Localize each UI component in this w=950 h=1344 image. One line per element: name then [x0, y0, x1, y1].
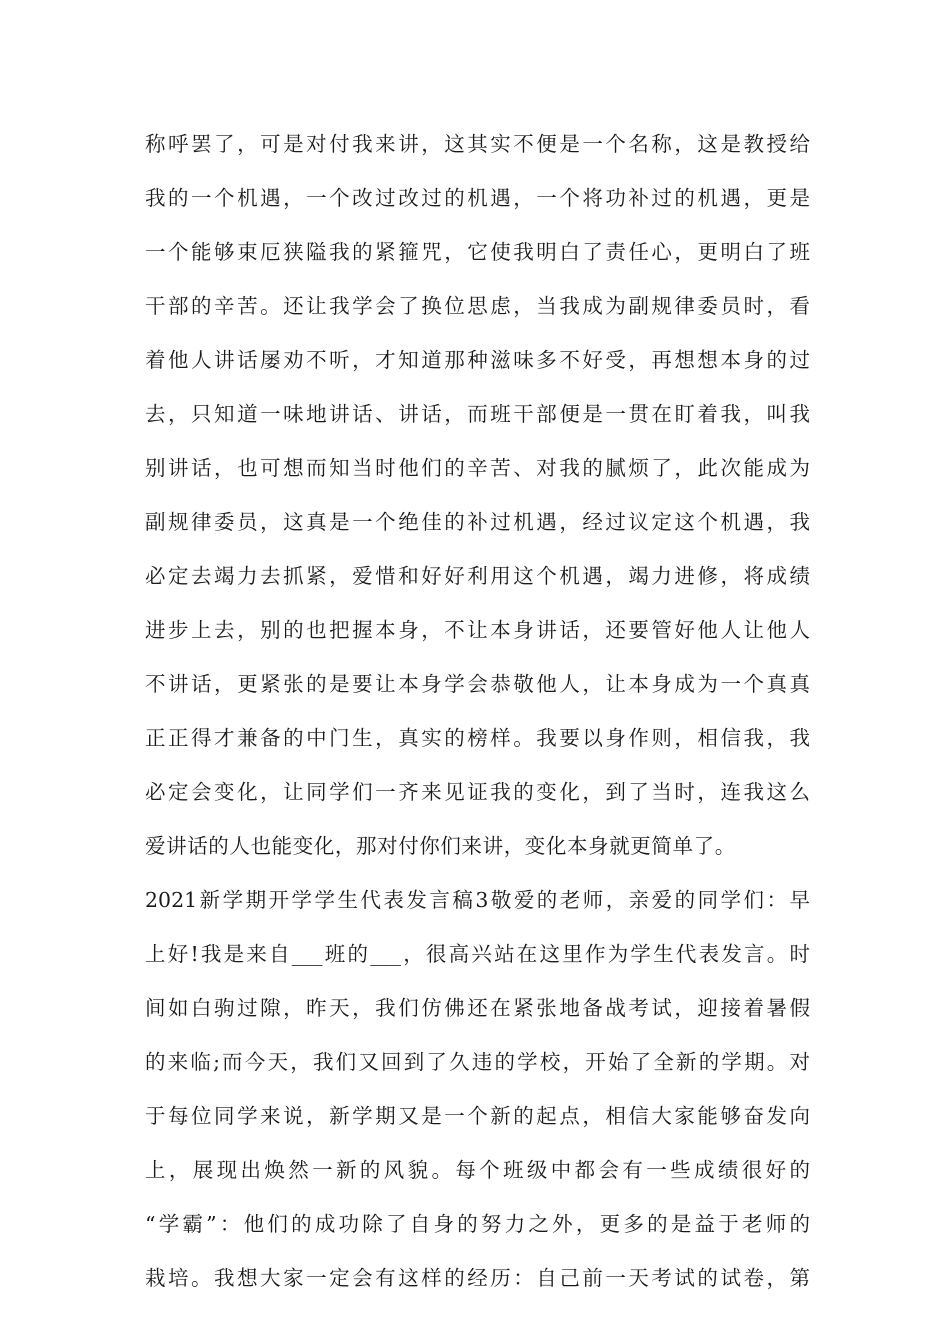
text-line: 去，只知道一味地讲话、讲话，而班干部便是一贯在盯着我，叫我 — [145, 402, 810, 426]
text-line: 别讲话，也可想而知当时他们的辛苦、对我的腻烦了，此次能成为 — [145, 456, 810, 480]
text-line: 间如白驹过隙，昨天，我们仿佛还在紧张地备战考试，迎接着暑假 — [145, 996, 810, 1020]
text-line: 不讲话，更紧张的是要让本身学会恭敬他人，让本身成为一个真真 — [145, 672, 810, 696]
text-line: 副规律委员，这真是一个绝佳的补过机遇，经过议定这个机遇，我 — [145, 510, 810, 534]
text-line: 一个能够束厄狭隘我的紧箍咒，它使我明白了责任心，更明白了班 — [145, 240, 810, 264]
text-line: 的来临;而今天，我们又回到了久违的学校，开始了全新的学期。对 — [145, 1050, 810, 1074]
text-line: 必定会变化，让同学们一齐来见证我的变化，到了当时，连我这么 — [145, 780, 810, 804]
text-line: 爱讲话的人也能变化，那对付你们来讲，变化本身就更简单了。 — [145, 834, 736, 858]
text-line: 上好!我是来自___班的___，很高兴站在这里作为学生代表发言。时 — [145, 942, 810, 966]
text-line: 正正得才兼备的中门生，真实的榜样。我要以身作则，相信我，我 — [145, 726, 810, 750]
text-line: 着他人讲话屡劝不听，才知道那种滋味多不好受，再想想本身的过 — [145, 348, 810, 372]
text-line: 必定去竭力去抓紧，爱惜和好好利用这个机遇，竭力进修，将成绩 — [145, 564, 810, 588]
text-line: 上，展现出焕然一新的风貌。每个班级中都会有一些成绩很好的 — [145, 1158, 810, 1182]
text-line: 栽培。我想大家一定会有这样的经历：自己前一天考试的试卷，第 — [145, 1266, 810, 1290]
text-line: 于每位同学来说，新学期又是一个新的起点，相信大家能够奋发向 — [145, 1104, 810, 1128]
text-line: 我的一个机遇，一个改过改过的机遇，一个将功补过的机遇，更是 — [145, 186, 810, 210]
text-line: 2021新学期开学学生代表发言稿3敬爱的老师，亲爱的同学们：早 — [145, 888, 810, 912]
text-line: 称呼罢了，可是对付我来讲，这其实不便是一个名称，这是教授给 — [145, 132, 810, 156]
text-line: “学霸”：他们的成功除了自身的努力之外，更多的是益于老师的 — [145, 1212, 810, 1236]
text-line: 进步上去，别的也把握本身，不让本身讲话，还要管好他人让他人 — [145, 618, 810, 642]
text-line: 干部的辛苦。还让我学会了换位思虑，当我成为副规律委员时，看 — [145, 294, 810, 318]
